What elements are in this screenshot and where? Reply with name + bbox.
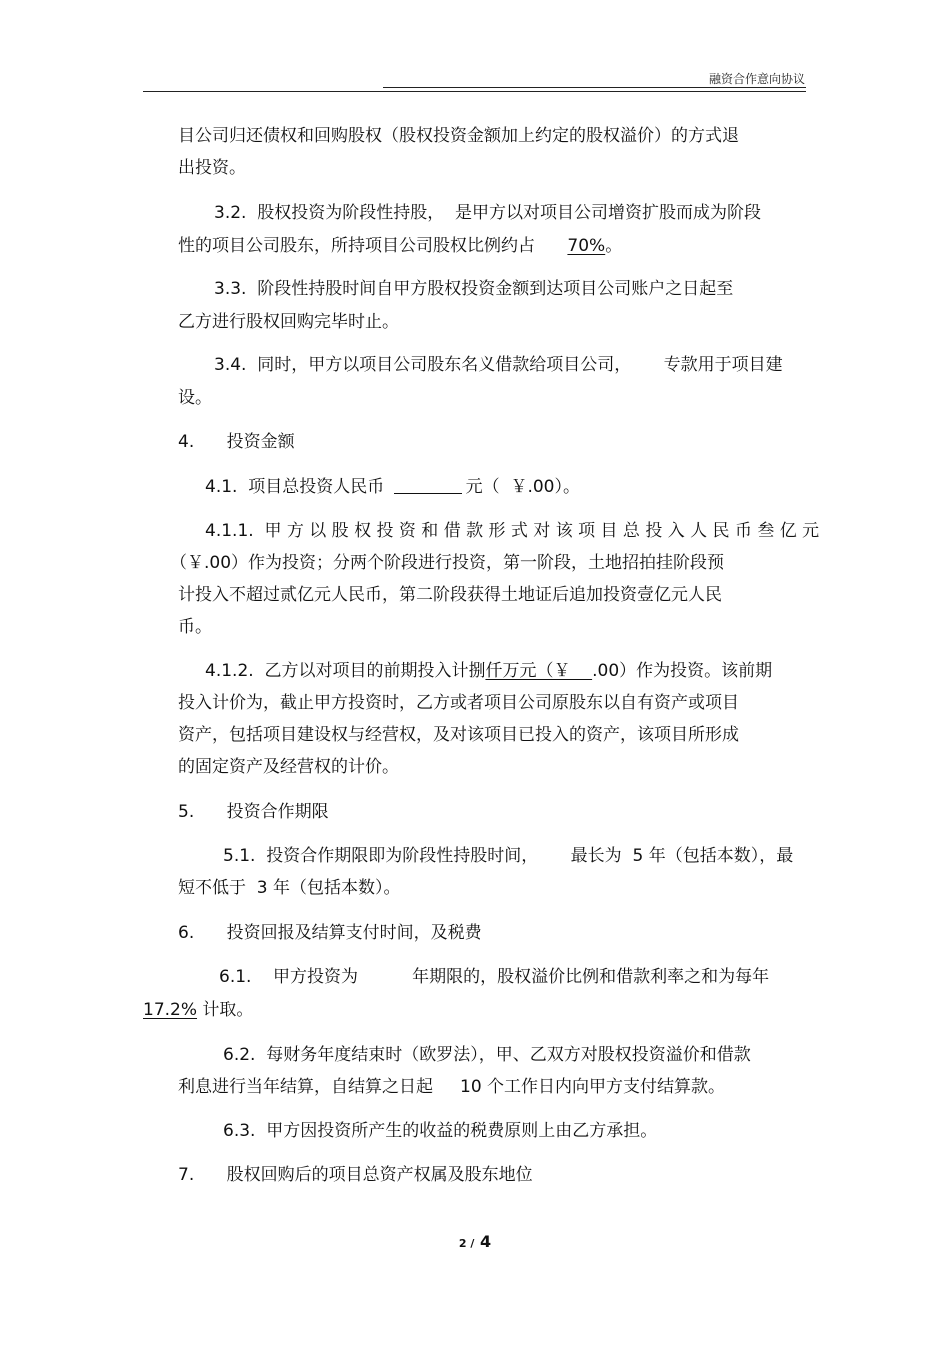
clause-4-1-1-line: 4.1.1. 甲 方 以 股 权 投 资 和 借 款 形 式 对 该 项 目 总 投 入 人 民 币 叁 亿 元 [205, 521, 820, 541]
page-number: 2 / 4 [458, 1232, 492, 1251]
clause-3-2-line-2: 性的项目公司股东，所持项目公司股权比例约占 70%。 [178, 236, 623, 256]
clause-4-1-1-line-3: 计投入不超过贰亿元人民币，第二阶段获得土地证后追加投资壹亿元人民 [178, 585, 722, 605]
clause-3-3-line-2: 乙方进行股权回购完毕时止。 [178, 312, 399, 332]
paragraph-line: 出投资。 [178, 158, 246, 178]
clause-4-1-1-line-4: 币。 [178, 617, 212, 637]
clause-6-1-line-2: 17.2% 计取。 [143, 1000, 254, 1020]
clause-3-2-line: 3.2. 股权投资为阶段性持股， 是甲方以对项目公司增资扩股而成为阶段 [214, 203, 762, 223]
clause-6-2-line: 6.2. 每财务年度结束时（欧罗法），甲、乙双方对股权投资溢价和借款 [223, 1045, 751, 1065]
paragraph-line: 目公司归还债权和回购股权（股权投资金额加上约定的股权溢价）的方式退 [178, 126, 739, 146]
section-7-heading: 7. 股权回购后的项目总资产权属及股东地位 [178, 1165, 533, 1185]
clause-4-1-2-line-4: 的固定资产及经营权的计价。 [178, 757, 399, 777]
clause-6-2-line-2: 利息进行当年结算，自结算之日起 10 个工作日内向甲方支付结算款。 [178, 1077, 726, 1097]
clause-3-4-line: 3.4. 同时，甲方以项目公司股东名义借款给项目公司， 专款用于项目建 [214, 355, 783, 375]
section-6-heading: 6. 投资回报及结算支付时间，及税费 [178, 923, 482, 943]
clause-5-1-line-2: 短不低于 3 年（包括本数）。 [178, 878, 401, 898]
document-header-title: 融资合作意向协议 [708, 72, 805, 86]
clause-6-3-line: 6.3. 甲方因投资所产生的收益的税费原则上由乙方承担。 [223, 1121, 658, 1141]
clause-3-3-line: 3.3. 阶段性持股时间自甲方股权投资金额到达项目公司账户之日起至 [214, 279, 734, 299]
header-rule-bottom [143, 91, 806, 92]
clause-6-1-line: 6.1. 甲方投资为 年期限的，股权溢价比例和借款利率之和为每年 [219, 967, 770, 987]
clause-3-4-line-2: 设。 [178, 388, 212, 408]
section-5-heading: 5. 投资合作期限 [178, 802, 329, 822]
clause-4-1-2-line: 4.1.2. 乙方以对项目的前期投入计捌仟万元（￥ .00）作为投资。该前期 [205, 661, 773, 681]
header-rule-top [383, 87, 806, 88]
clause-4-1-2-line-2: 投入计价为，截止甲方投资时，乙方或者项目公司原股东以自有资产或项目 [178, 693, 739, 713]
blank-amount-field [394, 477, 462, 494]
annual-rate-value: 17.2% [143, 1000, 198, 1020]
clause-4-1-line: 4.1. 项目总投资人民币 元（ ￥.00）。 [205, 477, 580, 497]
equity-ratio-value: 70% [567, 236, 606, 256]
section-4-heading: 4. 投资金额 [178, 432, 295, 452]
clause-4-1-2-line-3: 资产，包括项目建设权与经营权，及对该项目已投入的资产，该项目所形成 [178, 725, 739, 745]
clause-5-1-line: 5.1. 投资合作期限即为阶段性持股时间， 最长为 5 年（包括本数），最 [223, 846, 794, 866]
clause-4-1-1-line-2: （￥.00）作为投资；分两个阶段进行投资，第一阶段，土地招拍挂阶段预 [170, 553, 725, 573]
